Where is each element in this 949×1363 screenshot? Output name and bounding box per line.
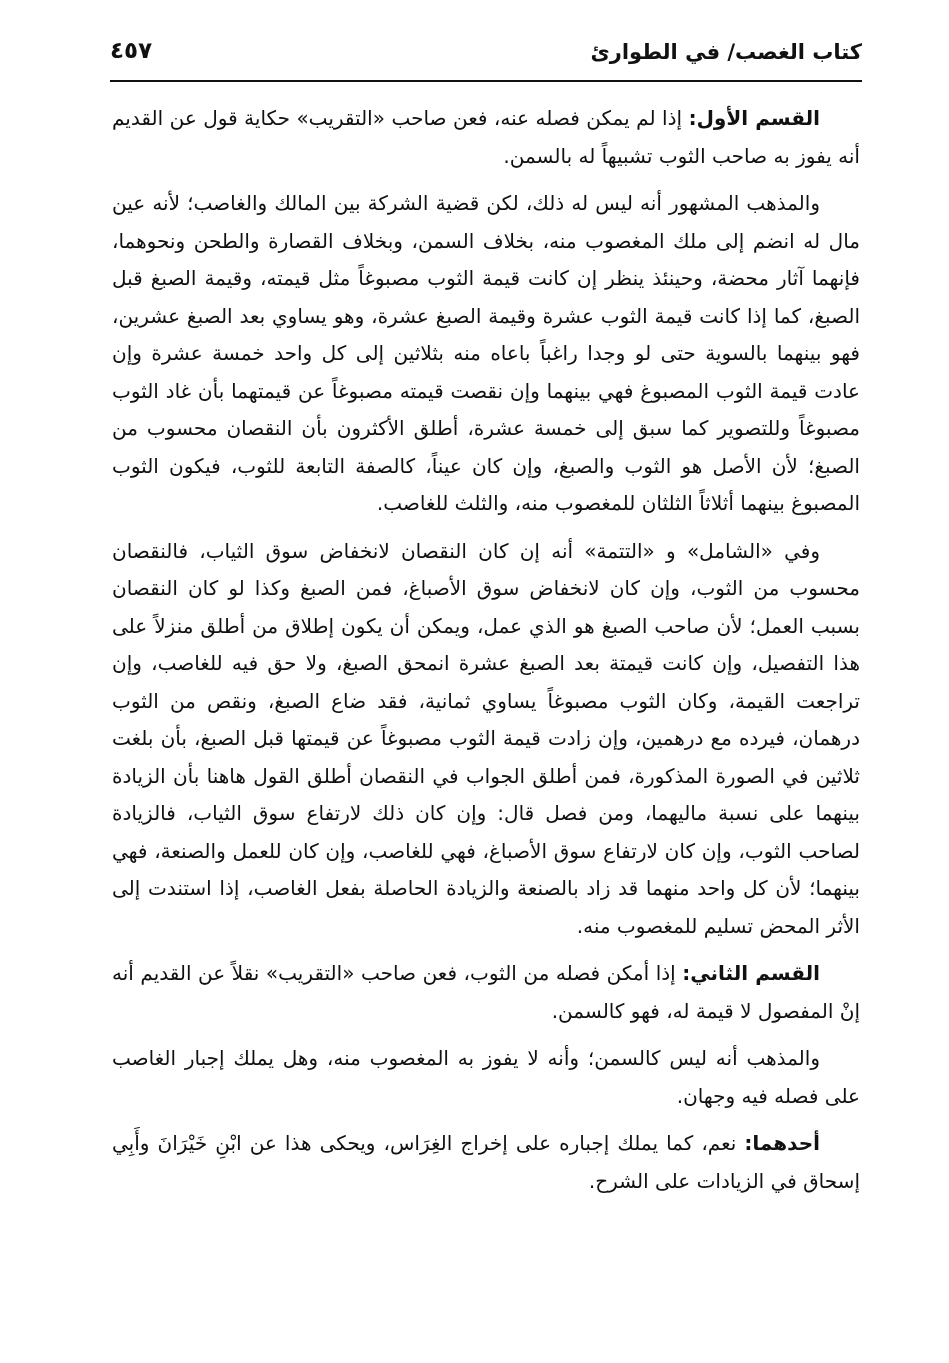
paragraph-lead: القسم الثاني: bbox=[682, 961, 820, 985]
header-divider bbox=[110, 80, 862, 82]
page-body bbox=[112, 100, 860, 1210]
paragraph-section-one bbox=[112, 100, 860, 175]
paragraph-lead: أحدهما: bbox=[744, 1131, 820, 1155]
paragraph-madhhab bbox=[112, 185, 860, 523]
paragraph-lead: القسم الأول: bbox=[688, 106, 820, 130]
running-header bbox=[110, 36, 862, 80]
paragraph-text: إذا أمكن فصله من الثوب، فعن صاحب «التقريب» نقلاً عن القديم أنه إنْ المفصول لا قيمة له، فهو كالسمن. bbox=[112, 961, 860, 1023]
running-header-title: كتاب الغصب/ في الطوارئ bbox=[590, 40, 862, 64]
paragraph-text: والمذهب المشهور أنه ليس له ذلك، لكن قضية الشركة بين المالك والغاصب؛ لأنه عين مال له انضم إلى ملك المغصوب منه، بخلاف السمن، وبخلاف القصارة والطحن ونحوهما، فإنهما آثار محضة، وحينئذ ينظر إن كانت قيمة الثوب مصبوغاً مثل قيمته، وقيمة الصبغ قبل الصبغ، كما إذا كانت قيمة الثوب عشرة وقيمة الصبغ عشرة، وهو يساوي بعد الصبغ عشرين، فهو بينهما بالسوية حتى لو وجدا راغباً باعاه منه بثلاثين إلى كل واحد خمسة عشرة وإن عادت قيمة الثوب المصبوغ فهي بينهما وإن نقصت قيمته مصبوغاً عن قيمتهما بأن غاد الثوب مصبوغاً وللتصوير كما سبق إلى خمسة عشرة، أطلق الأكثرون بأن النقصان محسوب من الصبغ؛ لأن الأصل هو الثوب والصبغ، وإن كان عيناً، كالصفة التابعة للثوب، فيكون الثوب المصبوغ بينهما أثلاثاً الثلثان للمغصوب منه، والثلث للغاصب. bbox=[112, 191, 860, 515]
paragraph-shamil bbox=[112, 533, 860, 946]
page-number: ٤٥٧ bbox=[110, 38, 153, 64]
paragraph-first-view bbox=[112, 1125, 860, 1200]
paragraph-text: نعم، كما يملك إجباره على إخراج الغِرَاس، ويحكى هذا عن ابْنِ خَيْرَانَ وأَبِي إسحاق في الزيادات على الشرح. bbox=[112, 1131, 860, 1193]
paragraph-text: والمذهب أنه ليس كالسمن؛ وأنه لا يفوز به المغصوب منه، وهل يملك إجبار الغاصب على فصله فيه وجهان. bbox=[112, 1046, 860, 1108]
paragraph-madhhab-two bbox=[112, 1040, 860, 1115]
paragraph-text: وفي «الشامل» و «التتمة» أنه إن كان النقصان لانخفاض سوق الثياب، فالنقصان محسوب من الثوب، وإن كان لانخفاض سوق الأصباغ، فمن الصبغ وكذا لو كان النقصان بسبب العمل؛ لأن صاحب الصبغ هو الذي عمل، ويمكن أن يكون إطلاق من أطلق منزلاً على هذا التفصيل، وإن كانت قيمتة بعد الصبغ عشرة انمحق الصبغ، ولا حق فيه للغاصب، وإن تراجعت القيمة، وكان الثوب مصبوغاً يساوي ثمانية، فقد ضاع الصبغ، ونقص من الثوب درهمان، فيرده مع درهمين، وإن زادت قيمة الثوب مصبوغاً عن قيمتها قبل الصبغ، بأن بلغت ثلاثين في الصورة المذكورة، فمن أطلق الجواب في النقصان أطلق القول هاهنا بأن الزيادة بينهما على نسبة ماليهما، ومن فصل قال: وإن كان ذلك لارتفاع سوق الثياب، فالزيادة لصاحب الثوب، وإن كان لارتفاع سوق الأصباغ، فهي للغاصب، وإن كان للعمل والصنعة، فهي بينهما؛ لأن كل واحد منهما قد زاد بالصنعة والزيادة الحاصلة بفعل الغاصب، إذا استندت إلى الأثر المحض تسليم للمغصوب منه. bbox=[112, 538, 860, 938]
paragraph-section-two bbox=[112, 955, 860, 1030]
paragraph-text: إذا لم يمكن فصله عنه، فعن صاحب «التقريب» حكاية قول عن القديم أنه يفوز به صاحب الثوب تشبيهاً له بالسمن. bbox=[112, 106, 860, 168]
